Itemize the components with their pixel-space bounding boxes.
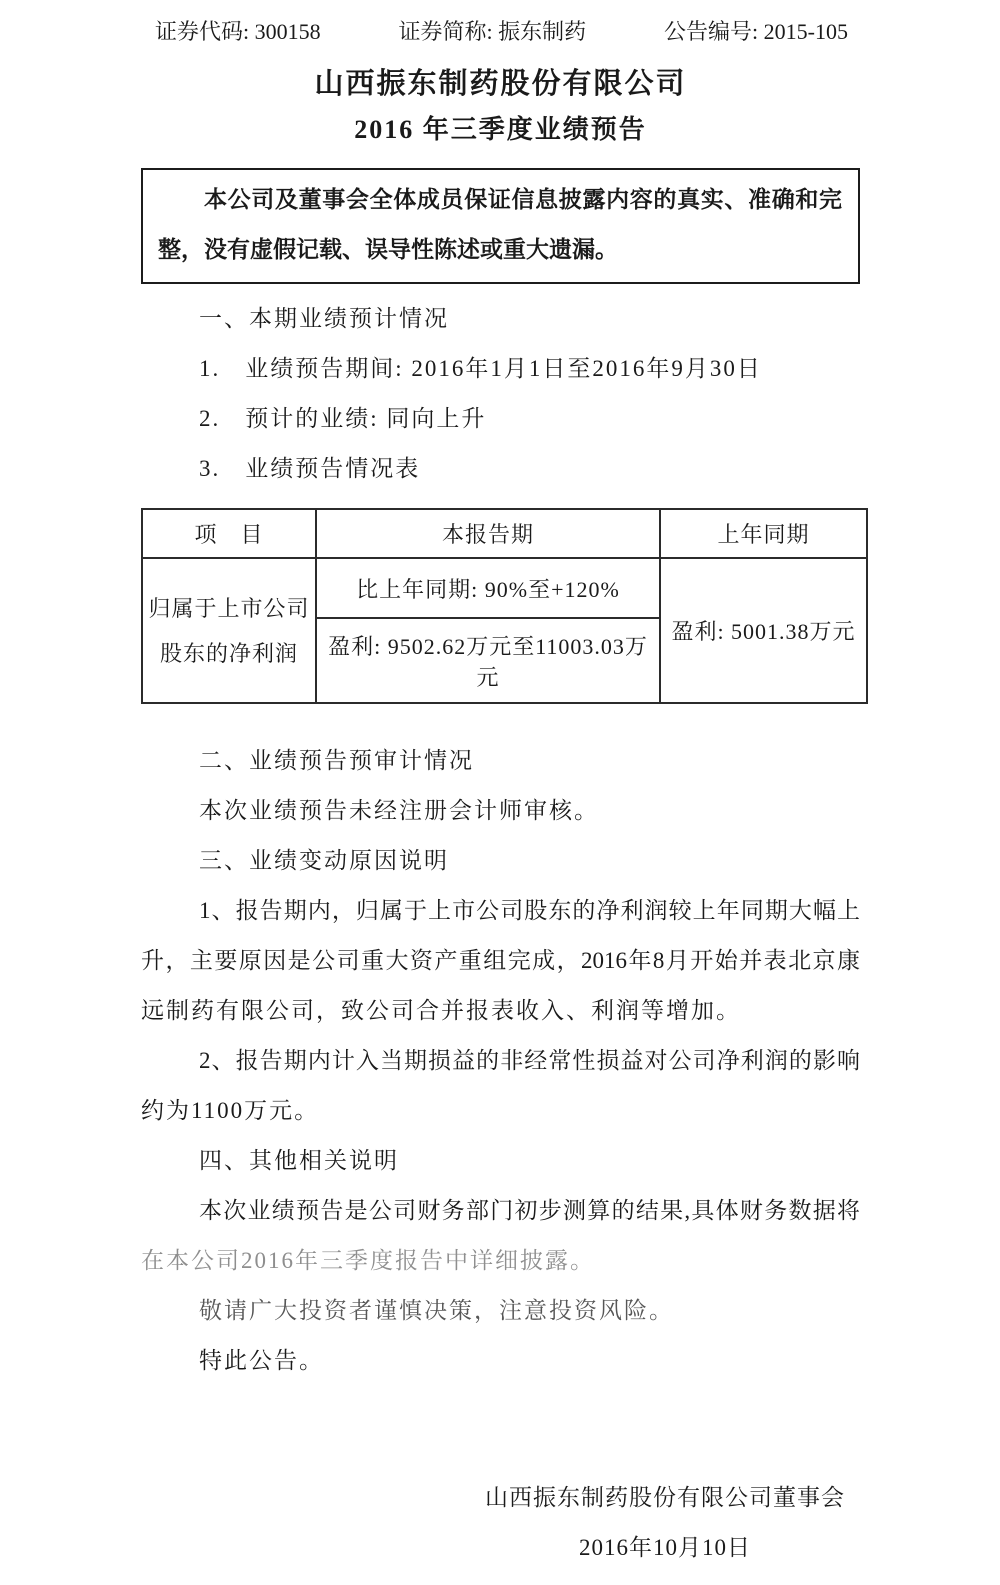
cell-yoy-change: 比上年同期: 90%至+120%: [316, 558, 660, 618]
cell-prior-profit: 盈利: 5001.38万元: [660, 558, 867, 703]
announcement-number: 公告编号: 2015-105: [664, 19, 848, 44]
row-label-net-profit: [142, 558, 316, 703]
section-4-para-3: 特此公告。: [199, 1348, 324, 1373]
section-2-heading: 二、业绩预告预审计情况: [199, 748, 474, 773]
table-header-row: [142, 509, 867, 558]
section-4-para-1-line-2: 在本公司2016年三季度报告中详细披露。: [141, 1248, 595, 1273]
list-item-expected-result: 2. 预计的业绩: 同向上升: [199, 406, 487, 431]
table-header-current-period: 本报告期: [316, 509, 660, 558]
doc-title: 2016 年三季度业绩预告: [354, 115, 647, 144]
row-label-line-2: 股东的净利润: [159, 640, 298, 666]
disclaimer-line-1: 本公司及董事会全体成员保证信息披露内容的真实、准确和完: [204, 187, 842, 212]
cell-profit-range: 盈利: 9502.62万元至11003.03万元: [316, 618, 660, 703]
list-item-forecast-table: 3. 业绩预告情况表: [199, 456, 421, 481]
disclaimer-box: [141, 168, 860, 284]
disclaimer-line-2: 整，没有虚假记载、误导性陈述或重大遗漏。: [158, 237, 618, 262]
section-3-heading: 三、业绩变动原因说明: [199, 848, 449, 873]
stock-abbr: 证券简称: 振东制药: [398, 19, 587, 44]
section-3-para-1-line-2: 升，主要原因是公司重大资产重组完成，2016年8月开始并表北京康: [141, 948, 860, 973]
signature-line: 山西振东制药股份有限公司董事会: [485, 1485, 845, 1510]
signature-block: [460, 1473, 870, 1573]
section-3-para-1-line-1: 1、报告期内，归属于上市公司股东的净利润较上年同期大幅上: [199, 898, 860, 923]
section-1-heading: 一、本期业绩预计情况: [199, 306, 449, 331]
date-line: 2016年10月10日: [579, 1535, 751, 1560]
section-4-heading: 四、其他相关说明: [199, 1148, 399, 1173]
row-label-line-1: 归属于上市公司: [148, 595, 310, 621]
table-row-change: [142, 558, 867, 618]
company-title: 山西振东制药股份有限公司: [314, 68, 687, 100]
forecast-table: [141, 508, 868, 704]
section-2-body: 本次业绩预告未经注册会计师审核。: [199, 798, 599, 823]
section-3-para-2-line-2: 约为1100万元。: [141, 1098, 320, 1123]
stock-code: 证券代码: 300158: [155, 19, 321, 44]
document-header: [155, 18, 848, 46]
table-header-item: 项 目: [142, 509, 316, 558]
section-4-para-1-line-1: 本次业绩预告是公司财务部门初步测算的结果,具体财务数据将: [199, 1198, 860, 1223]
section-4-para-2: 敬请广大投资者谨慎决策，注意投资风险。: [199, 1298, 674, 1323]
table-header-prior-period: 上年同期: [660, 509, 867, 558]
section-3-para-1-line-3: 远制药有限公司，致公司合并报表收入、利润等增加。: [141, 998, 741, 1023]
section-3-para-2-line-1: 2、报告期内计入当期损益的非经常性损益对公司净利润的影响: [199, 1048, 860, 1073]
list-item-forecast-period: 1. 业绩预告期间: 2016年1月1日至2016年9月30日: [199, 356, 762, 381]
document-page: [141, 0, 860, 1386]
